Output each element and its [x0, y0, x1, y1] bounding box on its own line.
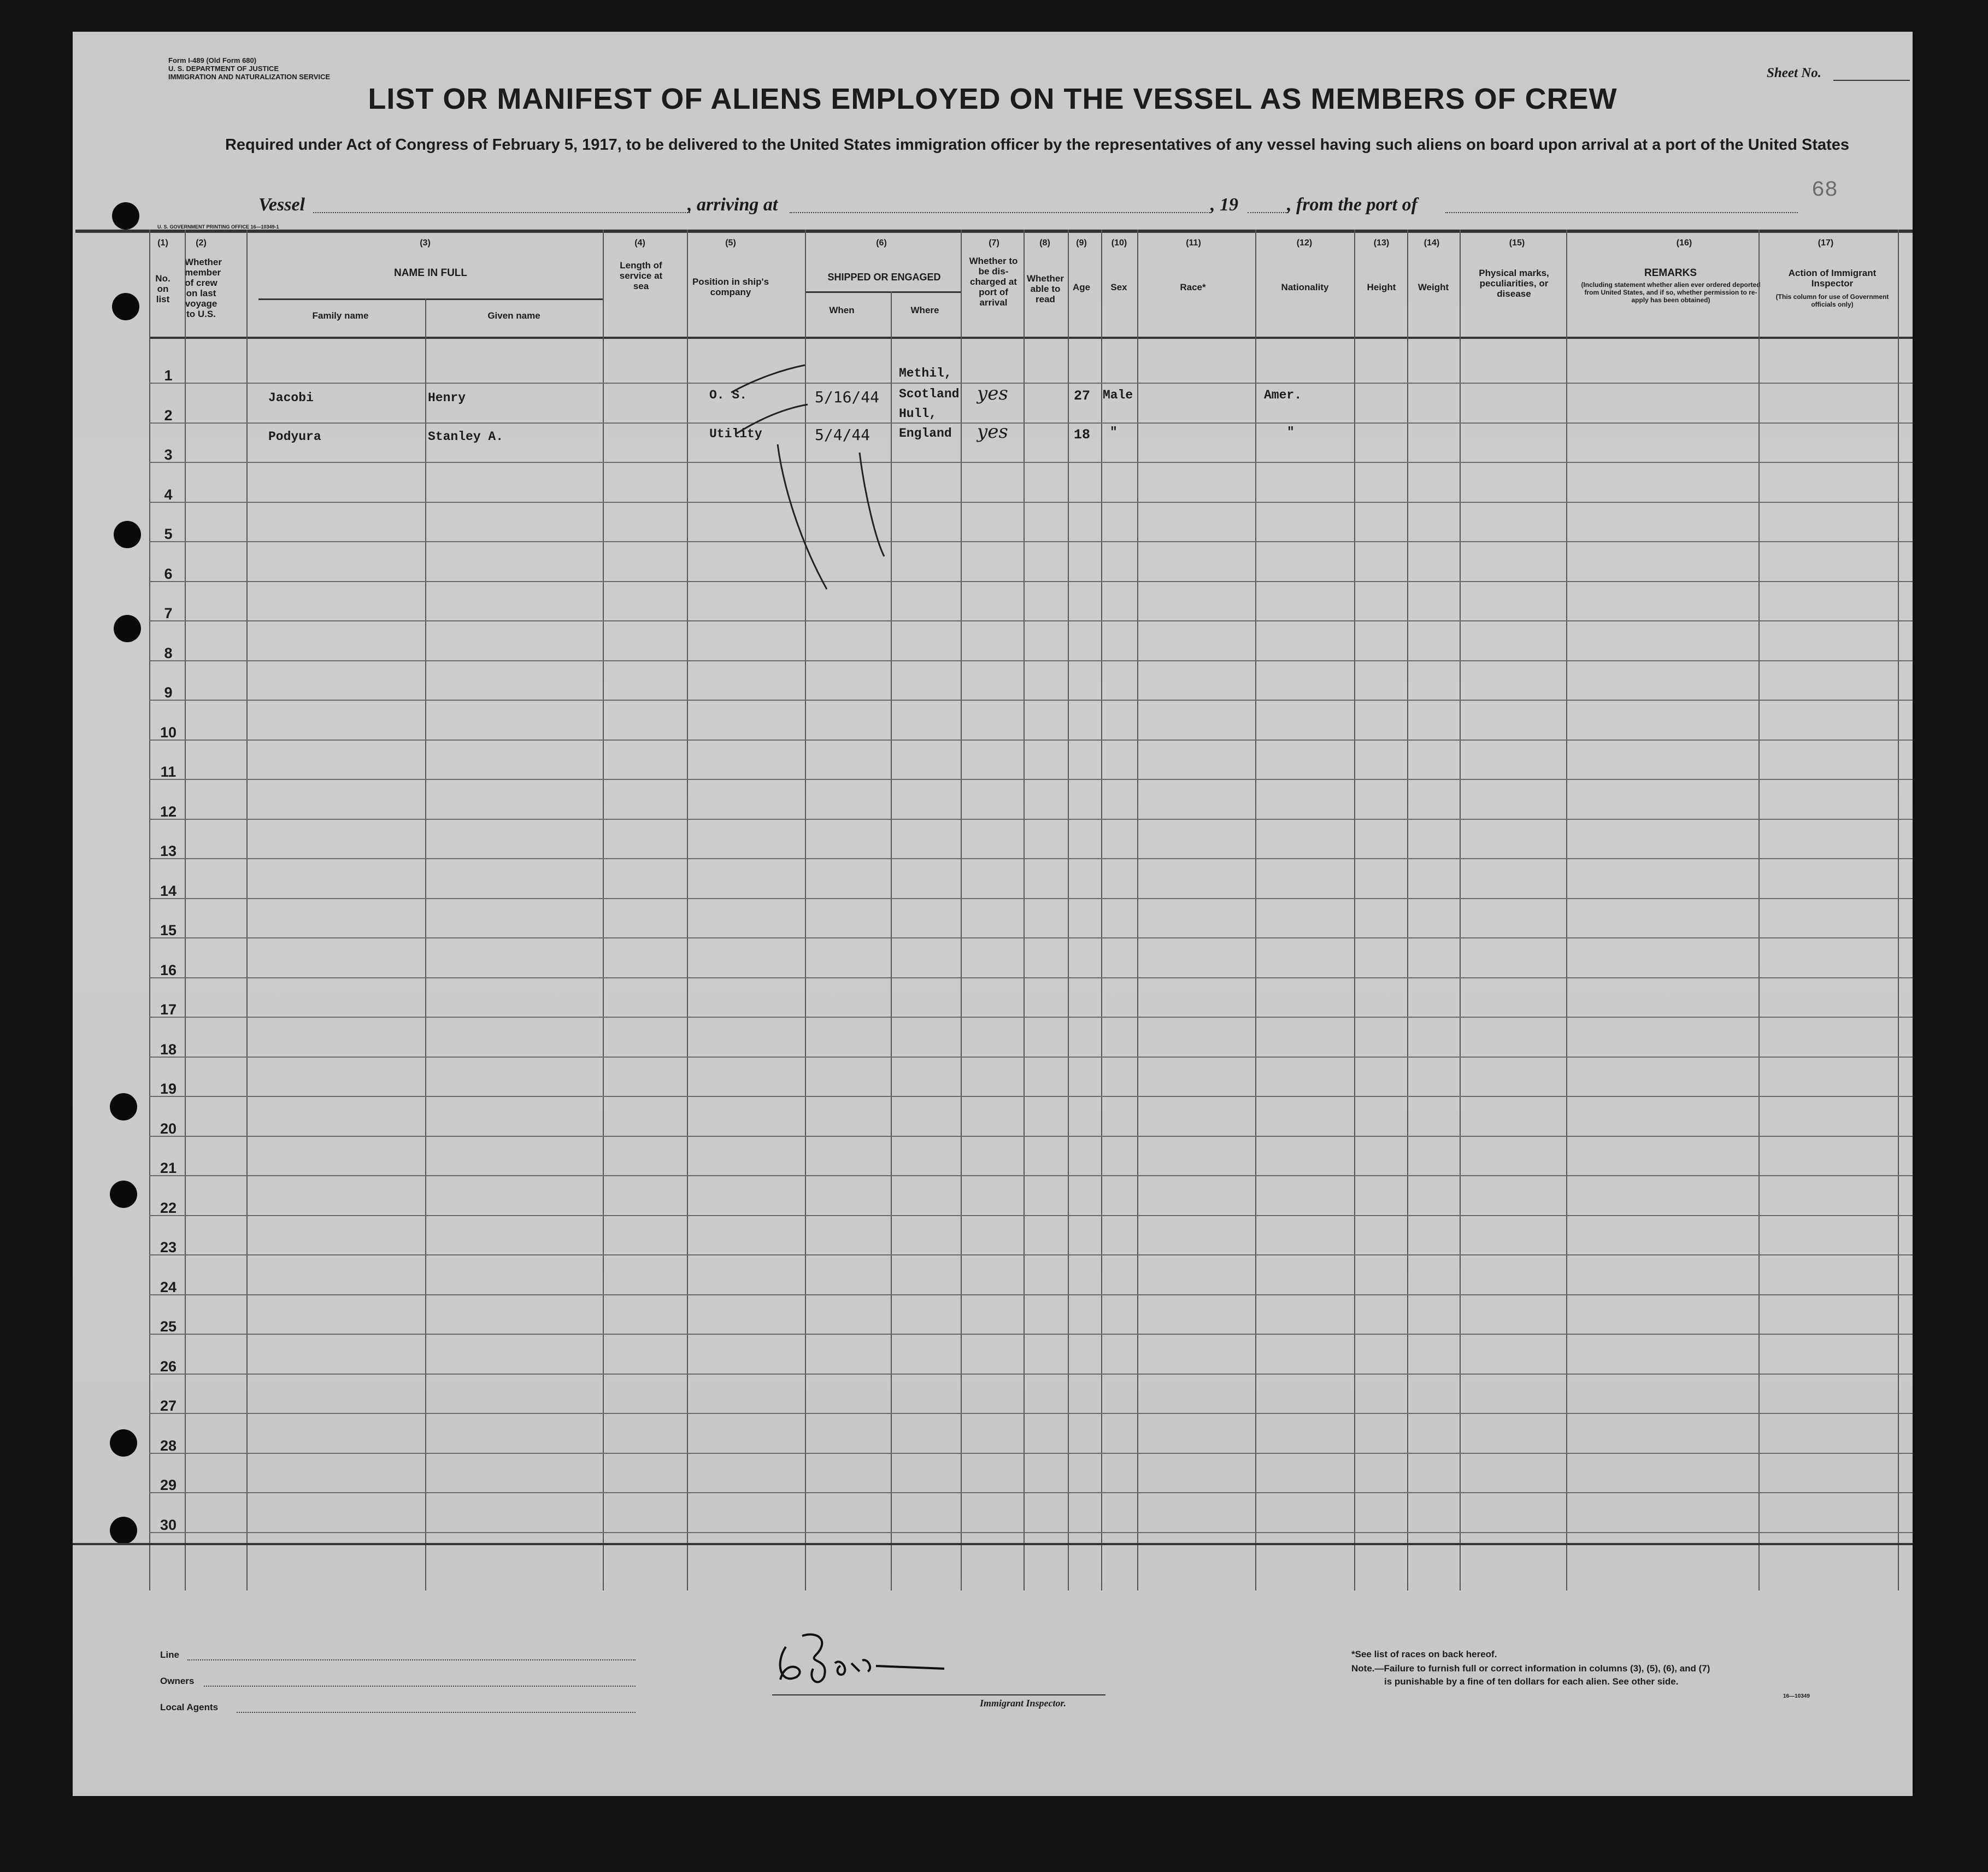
row-number: 17: [160, 1001, 177, 1018]
row-number: 29: [160, 1477, 177, 1493]
col-num-11: (11): [1186, 238, 1201, 248]
row-number: 12: [160, 803, 177, 820]
row-number: 15: [160, 922, 177, 938]
row2-nationality: ": [1287, 425, 1295, 439]
col-head-length-of-service: Length of service at sea: [619, 260, 663, 291]
row2-shipped-where-country: England: [899, 426, 952, 441]
row2-given-name: Stanley A.: [428, 430, 504, 444]
row1-family-name: Jacobi: [268, 391, 314, 405]
row1-position: O. S.: [709, 388, 748, 402]
row1-shipped-when: 5/16/44: [815, 388, 880, 406]
service-name: IMMIGRATION AND NATURALIZATION SERVICE: [168, 73, 331, 81]
row2-age: 18: [1074, 427, 1091, 443]
col-num-3: (3): [420, 238, 431, 248]
form-code: 16—10349: [1783, 1693, 1810, 1699]
row1-nationality: Amer.: [1264, 388, 1302, 402]
manifest-sheet: [73, 32, 1913, 1796]
row-number: 28: [160, 1437, 177, 1454]
row-number: 16: [160, 961, 177, 978]
col-num-1: (1): [157, 238, 168, 248]
col-head-age: Age: [1072, 282, 1091, 292]
owners-field: [204, 1686, 636, 1687]
row-number: 9: [164, 684, 173, 701]
col-head-inspector-action: Action of Immigrant Inspector: [1788, 268, 1877, 289]
penalty-note-line2: is punishable by a fine of ten dollars for each alien. See other side.: [1384, 1676, 1679, 1687]
row2-position: Utility: [709, 427, 762, 441]
col-head-name: NAME IN FULL: [393, 267, 468, 279]
col-num-17: (17): [1818, 238, 1834, 248]
row2-family-name: Podyura: [268, 430, 321, 444]
printing-office-note: U. S. GOVERNMENT PRINTING OFFICE 16—10349-1: [157, 224, 279, 230]
row-number: 26: [160, 1358, 177, 1375]
col-num-4: (4): [634, 238, 645, 248]
col-head-weight: Weight: [1418, 282, 1449, 292]
row-number: 1: [164, 367, 173, 384]
col-head-discharged: Whether to be dis-charged at port of arrival: [969, 256, 1018, 308]
row-number: 14: [160, 882, 177, 899]
row2-shipped-when: 5/4/44: [815, 426, 871, 444]
form-number: Form I-489 (Old Form 680): [168, 56, 257, 64]
col-num-2: (2): [196, 238, 207, 248]
col-head-race: Race*: [1180, 282, 1206, 292]
row-number: 11: [160, 764, 177, 780]
from-port-label: , from the port of: [1287, 195, 1418, 215]
row-number: 20: [160, 1120, 177, 1137]
inspector-signature: [764, 1625, 983, 1701]
col-num-15: (15): [1509, 238, 1525, 248]
sheet-number-label: Sheet No.: [1767, 66, 1821, 80]
col-head-physical-marks: Physical marks, peculiarities, or disease: [1479, 268, 1549, 299]
vessel-label: Vessel: [258, 195, 305, 215]
row1-shipped-where-country: Scotland: [899, 387, 960, 401]
year-label: , 19: [1210, 195, 1238, 215]
races-note: *See list of races on back hereof.: [1351, 1649, 1497, 1659]
line-label: Line: [160, 1650, 179, 1660]
col-num-14: (14): [1424, 238, 1440, 248]
row2-discharge: yes: [977, 421, 1008, 443]
col-num-13: (13): [1373, 238, 1390, 248]
inspector-signature-line: [772, 1694, 1105, 1695]
row-number: 5: [164, 526, 173, 542]
row-number: 3: [164, 447, 173, 463]
col-head-crew-member: Whether member of crew on last voyage to U.S.: [185, 257, 222, 319]
col-head-height: Height: [1367, 282, 1396, 292]
col-head-nationality: Nationality: [1281, 282, 1329, 292]
row-number: 13: [160, 843, 177, 859]
col-head-where: Where: [910, 305, 939, 315]
col-num-5: (5): [725, 238, 736, 248]
row-number: 21: [160, 1160, 177, 1176]
row-number: 19: [160, 1081, 177, 1097]
row-number: 30: [160, 1516, 177, 1533]
row-number: 4: [164, 486, 173, 503]
col-head-sex: Sex: [1110, 282, 1127, 292]
col-head-given-name: Given name: [487, 310, 540, 321]
row1-discharge: yes: [977, 383, 1008, 404]
arriving-label: , arriving at: [687, 195, 778, 215]
col-num-12: (12): [1296, 238, 1313, 248]
col-num-8: (8): [1039, 238, 1050, 248]
row-number: 10: [160, 724, 177, 741]
row1-age: 27: [1074, 388, 1091, 404]
col-head-inspector-note: (This column for use of Government officials only): [1775, 293, 1889, 308]
penalty-note-line1: Note.—Failure to furnish full or correct information in columns (3), (5), (6), and (7): [1351, 1663, 1710, 1674]
local-agents-field: [237, 1712, 636, 1713]
row-number: 23: [160, 1239, 177, 1255]
col-num-16: (16): [1676, 238, 1692, 248]
col-num-6: (6): [876, 238, 887, 248]
department-name: U. S. DEPARTMENT OF JUSTICE: [168, 64, 279, 73]
col-head-family-name: Family name: [312, 310, 369, 321]
row-number: 24: [160, 1278, 177, 1295]
row2-sex: ": [1110, 425, 1117, 439]
col-head-able-to-read: Whether able to read: [1027, 273, 1064, 304]
row-number: 8: [164, 644, 173, 661]
col-head-shipped: SHIPPED OR ENGAGED: [827, 272, 941, 283]
col-num-7: (7): [989, 238, 999, 248]
local-agents-label: Local Agents: [160, 1702, 219, 1712]
row1-sex: Male: [1103, 388, 1133, 402]
row-number: 7: [164, 605, 173, 621]
col-num-9: (9): [1076, 238, 1087, 248]
page-title: LIST OR MANIFEST OF ALIENS EMPLOYED ON THE VESSEL AS MEMBERS OF CREW: [368, 83, 1618, 115]
col-head-when: When: [829, 305, 855, 315]
col-num-10: (10): [1111, 238, 1127, 248]
owners-label: Owners: [160, 1676, 195, 1686]
inspector-label: Immigrant Inspector.: [980, 1698, 1067, 1709]
row-number: 6: [164, 565, 173, 582]
row1-given-name: Henry: [428, 391, 466, 405]
page-subtitle: Required under Act of Congress of February 5, 1917, to be delivered to the United States immigration officer by the representatives of any vessel having such aliens on board upon arrival at a port of the United States: [225, 136, 1850, 154]
row-number: 18: [160, 1041, 177, 1058]
row2-shipped-where-city: Hull,: [899, 407, 937, 421]
row-number: 27: [160, 1398, 177, 1414]
row-number: 25: [160, 1318, 177, 1335]
stamp-number: 68: [1811, 178, 1838, 203]
col-head-remarks: REMARKS: [1644, 267, 1697, 279]
col-head-no: No. on list: [155, 273, 170, 304]
pen-strokes: [73, 32, 1913, 1796]
row-number: 2: [164, 407, 173, 424]
line-field: [187, 1659, 636, 1660]
col-head-remarks-note: (Including statement whether alien ever ordered deported from United States, and if so, whether permission to re-apply has been obtained): [1581, 281, 1761, 304]
row1-shipped-where-city: Methil,: [899, 366, 952, 380]
col-head-position: Position in ship's company: [692, 277, 769, 297]
row-number: 22: [160, 1199, 177, 1216]
